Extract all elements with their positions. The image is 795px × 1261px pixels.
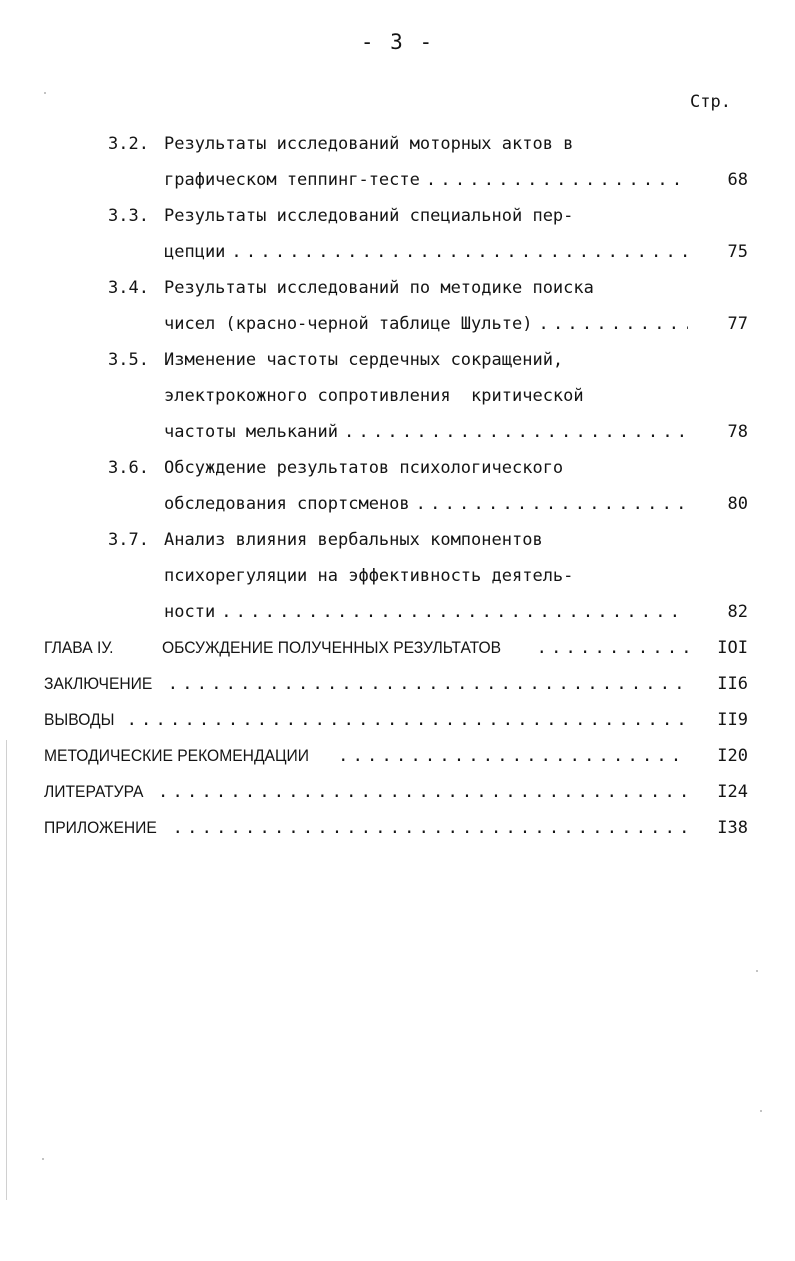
page-ref: 80 (727, 494, 748, 514)
scan-edge-line (6, 740, 7, 1200)
page-ref: II6 (717, 674, 748, 694)
toc-recommendations (44, 738, 748, 766)
chapter-title: ЛИТЕРАТУРА (44, 782, 144, 801)
dot-leader (127, 710, 688, 730)
section-title: Изменение частоты сердечных сокращений, (164, 350, 564, 370)
dot-leader (231, 242, 688, 262)
section-number: 3.6. (108, 458, 149, 478)
page-ref: 77 (727, 314, 748, 334)
chapter-title: ОБСУЖДЕНИЕ ПОЛУЧЕННЫХ РЕЗУЛЬТАТОВ (162, 638, 502, 657)
toc-entry-3-6-line-1 (108, 450, 748, 478)
dot-leader (158, 782, 688, 802)
chapter-title: ВЫВОДЫ (44, 710, 115, 729)
page-column-label: Стр. (690, 92, 731, 112)
toc-entry-3-3-line-2 (164, 234, 748, 262)
scan-speck (42, 1158, 44, 1160)
section-title-cont: психорегуляции на эффективность деятель- (164, 566, 574, 586)
toc-entry-3-7-line-2 (164, 558, 748, 586)
section-title-cont: частоты мельканий (164, 422, 338, 442)
toc-conclusion (44, 666, 748, 694)
scan-speck (760, 1110, 762, 1112)
dot-leader (344, 422, 688, 442)
page-number: - 3 - (360, 30, 435, 54)
toc-entry-3-7-line-3 (164, 594, 748, 622)
page-ref: 82 (727, 602, 748, 622)
page-ref: 68 (727, 170, 748, 190)
chapter-title: ЗАКЛЮЧЕНИЕ (44, 674, 153, 693)
toc-entry-3-4-line-1 (108, 270, 748, 298)
chapter-title: ПРИЛОЖЕНИЕ (44, 818, 157, 837)
toc-entry-3-6-line-2 (164, 486, 748, 514)
toc-entry-3-5-line-2 (164, 378, 748, 406)
toc-chapter-4 (44, 630, 748, 658)
toc-literature (44, 774, 748, 802)
section-title: Анализ влияния вербальных компонентов (164, 530, 543, 550)
section-number: 3.7. (108, 530, 149, 550)
page-ref: 75 (727, 242, 748, 262)
section-number: 3.4. (108, 278, 149, 298)
section-title-cont: ности (164, 602, 216, 622)
section-title: Результаты исследований моторных актов в (164, 134, 574, 154)
page-ref: IOI (717, 638, 748, 658)
toc-findings (44, 702, 748, 730)
chapter-title: МЕТОДИЧЕСКИЕ РЕКОМЕНДАЦИИ (44, 746, 310, 765)
dot-leader (173, 818, 688, 838)
section-number: 3.5. (108, 350, 149, 370)
dot-leader (221, 602, 688, 622)
section-title: Обсуждение результатов психологического (164, 458, 564, 478)
page-ref: I20 (717, 746, 748, 766)
dot-leader (537, 638, 688, 658)
toc-entry-3-7-line-1 (108, 522, 748, 550)
section-title: Результаты исследований по методике поиска (164, 278, 594, 298)
chapter-label: ГЛАВА IУ. (44, 638, 114, 657)
section-title-cont: чисел (красно-черной таблице Шульте) (164, 314, 533, 334)
dot-leader (426, 170, 688, 190)
section-title: Результаты исследований специальной пер- (164, 206, 574, 226)
page-ref: I38 (717, 818, 748, 838)
toc-entry-3-2-line-2 (164, 162, 748, 190)
dot-leader (416, 494, 688, 514)
toc-entry-3-5-line-3 (164, 414, 748, 442)
page-ref: 78 (727, 422, 748, 442)
dot-leader (538, 314, 688, 334)
page-ref: II9 (717, 710, 748, 730)
dot-leader (338, 746, 688, 766)
section-number: 3.2. (108, 134, 149, 154)
section-title-cont: цепции (164, 242, 226, 262)
scan-speck (756, 970, 758, 972)
toc-entry-3-3-line-1 (108, 198, 748, 226)
toc-appendix (44, 810, 748, 838)
section-number: 3.3. (108, 206, 149, 226)
section-title-cont: графическом теппинг-тесте (164, 170, 420, 190)
dot-leader (168, 674, 688, 694)
page-ref: I24 (717, 782, 748, 802)
scan-speck (44, 92, 46, 94)
toc-entry-3-4-line-2 (164, 306, 748, 334)
section-title-cont: обследования спортсменов (164, 494, 410, 514)
toc-entry-3-2-line-1 (108, 126, 748, 154)
section-title-cont: электрокожного сопротивления критической (164, 386, 584, 406)
toc-entry-3-5-line-1 (108, 342, 748, 370)
